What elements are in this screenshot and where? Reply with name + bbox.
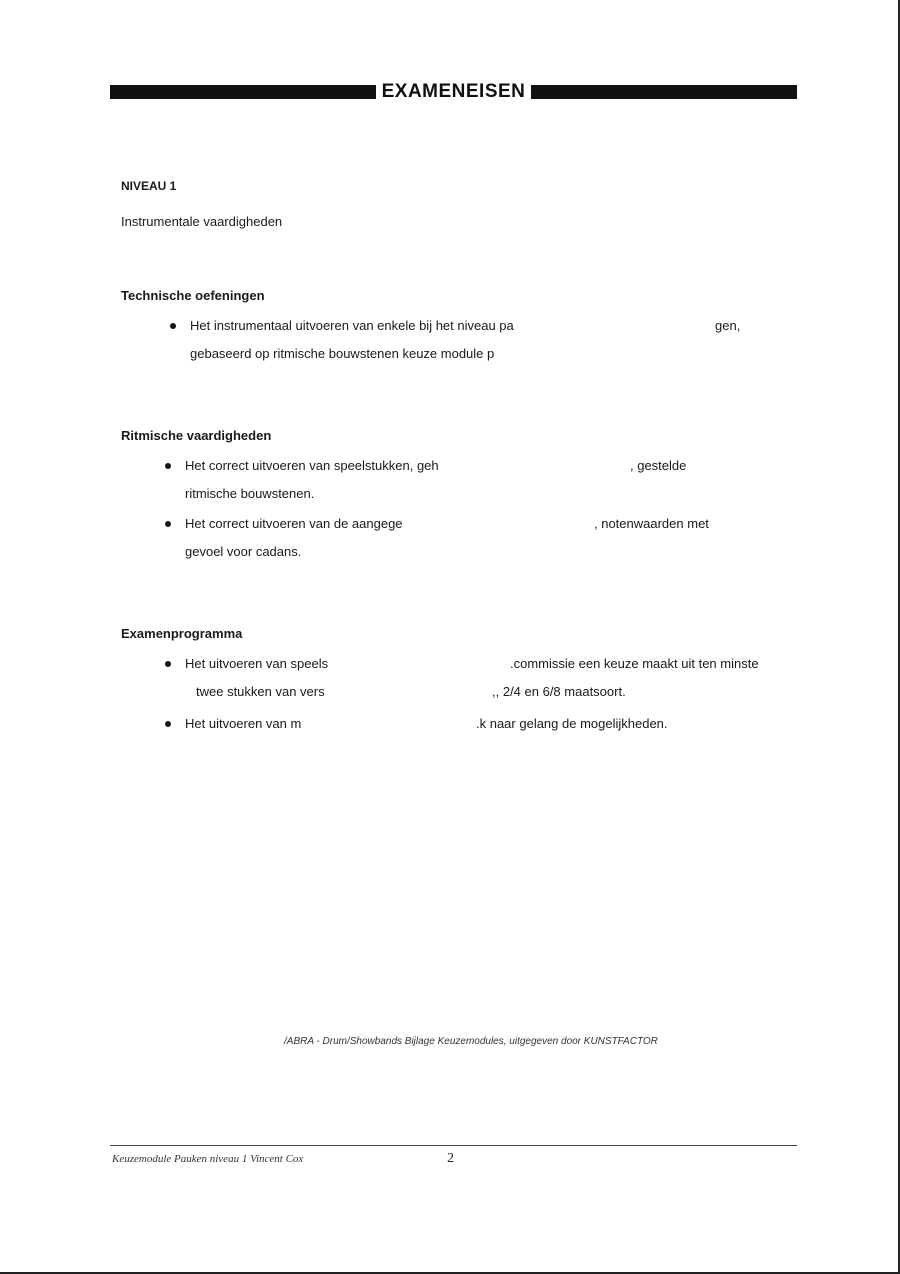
bullet-text: Het correct uitvoeren van speelstukken, geh	[185, 458, 439, 473]
footer-divider	[110, 1145, 797, 1146]
bullet-text: gevoel voor cadans.	[185, 544, 302, 559]
bullet-icon	[165, 721, 171, 727]
bullet-text: twee stukken van vers	[196, 684, 325, 699]
bullet-text: .k naar gelang de mogelijkheden.	[476, 716, 668, 731]
bullet-text: ritmische bouwstenen.	[185, 486, 315, 501]
section-heading-technische: Technische oefeningen	[121, 288, 265, 303]
bullet-text: .commissie een keuze maakt uit ten minste	[510, 656, 759, 671]
bullet-text: , notenwaarden met	[594, 516, 709, 531]
title-bar-left	[110, 85, 376, 99]
section-heading-ritmische: Ritmische vaardigheden	[121, 428, 272, 443]
bullet-text: Het uitvoeren van m	[185, 716, 302, 731]
bullet-icon	[165, 521, 171, 527]
page-title: EXAMENEISEN	[381, 81, 526, 102]
bullet-icon	[165, 661, 171, 667]
title-banner	[110, 82, 797, 102]
title-bar-right	[531, 85, 797, 99]
level-label: NIVEAU 1	[121, 179, 177, 193]
bullet-icon	[170, 323, 176, 329]
page-number: 2	[447, 1151, 454, 1166]
bullet-text: gebaseerd op ritmische bouwstenen keuze module p	[190, 346, 495, 361]
bullet-text: gen,	[715, 318, 741, 333]
bullet-text: Het correct uitvoeren van de aangege	[185, 516, 403, 531]
section-heading-examen: Examenprogramma	[121, 626, 243, 641]
bullet-text: Het uitvoeren van speels	[185, 656, 329, 671]
source-citation: /ABRA - Drum/Showbands Bijlage Keuzemodules, uitgegeven door KUNSTFACTOR	[284, 1036, 658, 1047]
bullet-text: ,, 2/4 en 6/8 maatsoort.	[492, 684, 626, 699]
bullet-text: , gestelde	[630, 458, 687, 473]
subtitle: Instrumentale vaardigheden	[121, 214, 283, 229]
bullet-icon	[165, 463, 171, 469]
bullet-text: Het instrumentaal uitvoeren van enkele bij het niveau pa	[190, 318, 514, 333]
footer-document-name: Keuzemodule Pauken niveau 1 Vincent Cox	[112, 1153, 304, 1165]
